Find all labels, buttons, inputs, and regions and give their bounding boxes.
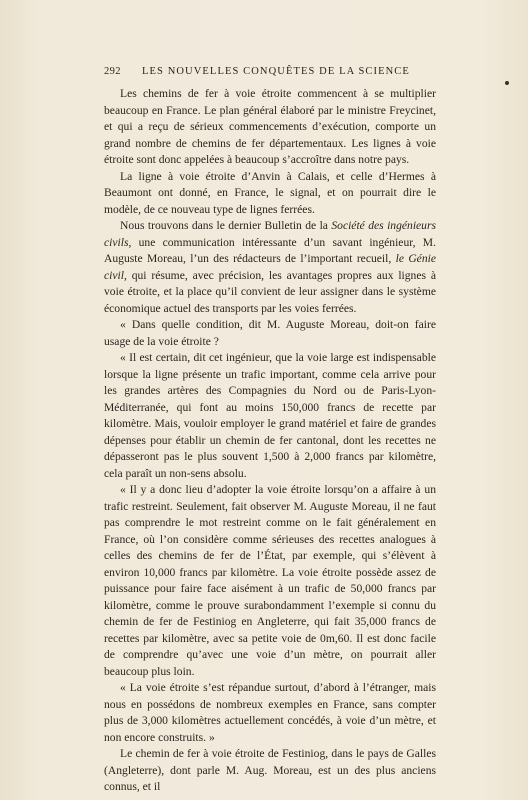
paragraph: « Il est certain, dit cet ingénieur, que la voie large est indispensable lorsque la ligne présente un trafic important, comme cela arrive pour les grandes artères des Compagnies du Nord ou de Paris-Lyon-Méditerranée, qui font au moins 150,000 francs de recette par kilomètre. Mais, vouloir employer le grand matériel et faire de grandes dépenses pour établir un chemin de fer cantonal, dont les recettes ne dépasseront pas le plus souvent 1,500 à 2,000 francs par kilomètre, cela paraît un non-sens absolu. [104, 351, 436, 480]
paragraph [104, 218, 436, 317]
paragraph-text: Nous trouvons dans le dernier Bulletin de la [120, 219, 332, 232]
journal-title: Société des ingénieurs civils [104, 219, 437, 249]
paragraph: « La voie étroite s’est répandue surtout, d’abord à l’étranger, mais nous en possédons de nombreux exemples en France, sans compter plus de 3,000 kilomètres actuellement concédés, à voie d’un mètre, et non encore construits. » [104, 681, 436, 744]
paragraph: La ligne à voie étroite d’Anvin à Calais, et celle d’Hermes à Beaumont ont donné, en France, le signal, et on pourrait dire le modèle, de ce nouveau type de lignes ferrées. [104, 169, 436, 216]
page-number: 292 [104, 66, 121, 77]
ink-speck [505, 81, 509, 85]
paragraph: Le chemin de fer à voie étroite de Festiniog, dans le pays de Galles (Angleterre), dont parle M. Aug. Moreau, est un des plus anciens connus, et il [104, 747, 436, 793]
journal-title: le Génie civil [104, 252, 436, 282]
paragraph: « Dans quelle condition, dit M. Auguste Moreau, doit-on faire usage de la voie étroite ? [104, 318, 436, 348]
paragraph-text: , une communication intéressante d’un savant ingénieur, M. Auguste Moreau, l’un des rédacteurs de l’important recueil, [104, 235, 436, 265]
paragraph: Les chemins de fer à voie étroite commencent à se multiplier beaucoup en France. Le plan général élaboré par le ministre Freycinet, et qui a reçu de sérieux commencements d’exécution, comporte un grand nombre de chemins de fer départementaux. Les lignes à voie étroite sont donc appelées à beaucoup s’accroître dans notre pays. [104, 87, 436, 166]
paragraph: « Il y a donc lieu d’adopter la voie étroite lorsqu’on a affaire à un trafic restreint. Seulement, fait observer M. Auguste Moreau, il ne faut pas comprendre le mot restreint comme on le fait généralement en France, où l’on considère comme sérieuses des recettes analogues à celles des chemins de fer de l’État, par exemple, qui s’élèvent à environ 10,000 francs par kilomètre. La voie étroite possède assez de puissance pour faire face aisément à un trafic de 50,000 francs par kilomètre, comme le prouve surabondamment l’exemple si connu du chemin de fer de Festiniog en Angleterre, qui fait 35,000 francs de recettes par kilomètre, avec sa petite voie de 0m,60. Il est donc facile de comprendre qu’avec une voie d’un mètre, on pourrait aller beaucoup plus loin. [104, 483, 436, 678]
body-text [104, 86, 436, 796]
paragraph-text: , qui résume, avec précision, les avantages propres aux lignes à voie étroite, et la place qu’il convient de leur assigner dans le système économique actuel des transports par les voies ferrées. [104, 268, 436, 315]
running-header [104, 66, 432, 80]
running-title: LES NOUVELLES CONQUÊTES DE LA SCIENCE [142, 66, 410, 77]
